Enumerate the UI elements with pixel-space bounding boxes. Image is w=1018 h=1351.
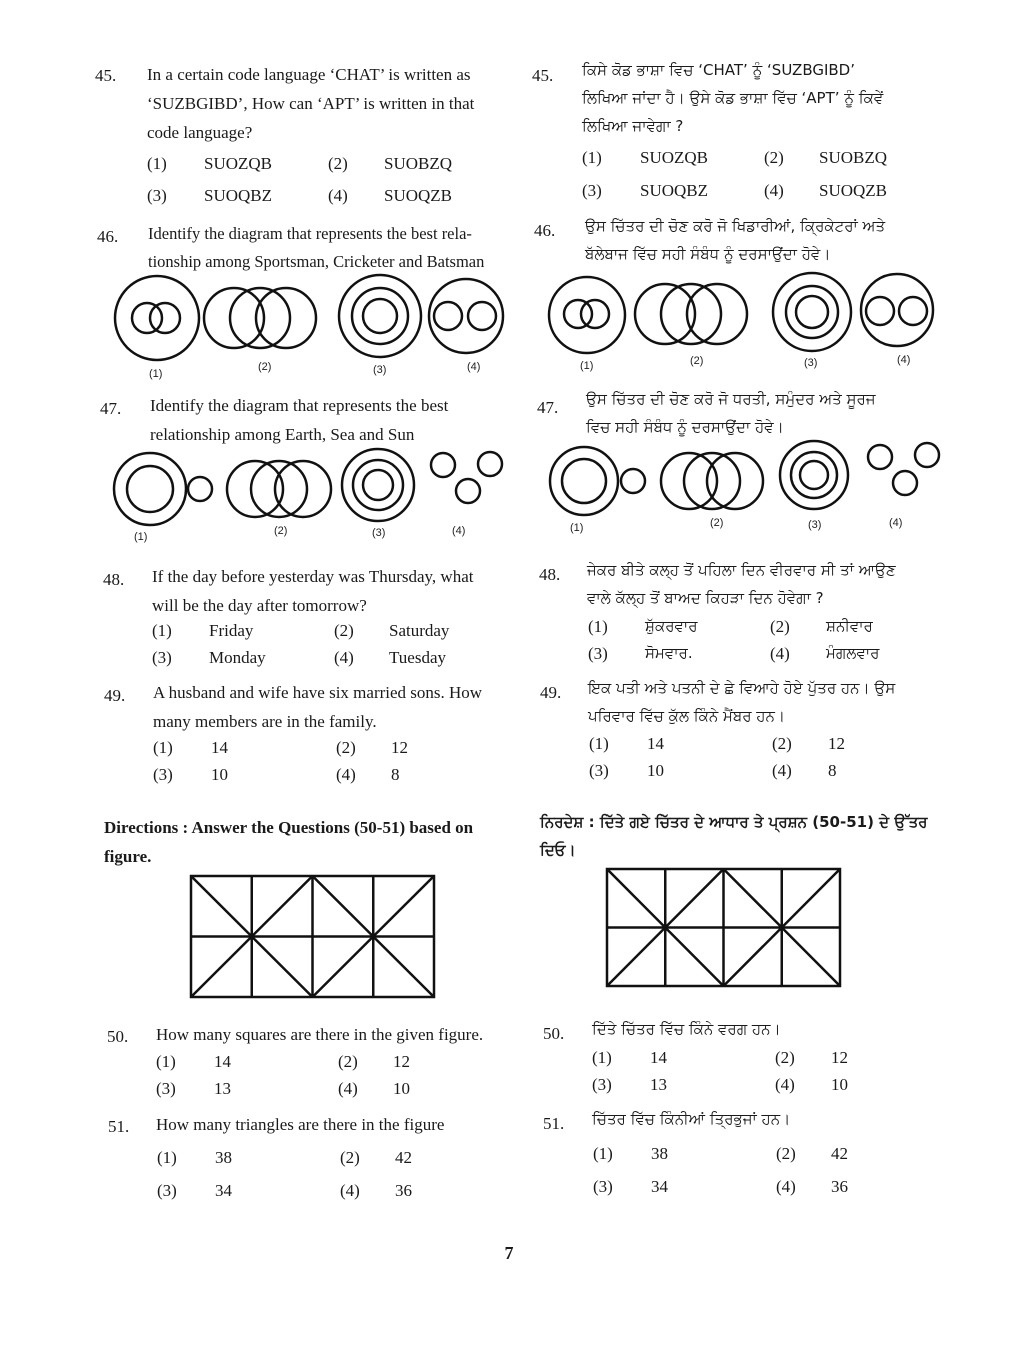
q50-option-1-label: (1) [156,1052,176,1071]
q47-diagram-4-pa [868,443,939,495]
q49-option-3: 10 [211,765,228,784]
q45-option-1: SUOZQB [204,154,273,173]
q48-option-2-label-pa: (2) [770,617,790,636]
directions-en: Directions : Answer the Questions (50-51) based on figure. [104,818,474,866]
q50-text: How many squares are there in the given figure. [156,1025,484,1044]
q47-diagram-label-2-pa: (2) [710,517,724,529]
q46-diagram-label-2: (2) [258,361,272,373]
q45-option-1-label: (1) [147,154,167,173]
q50-option-4-pa: 10 [831,1075,848,1094]
q49-option-3-label: (3) [153,765,173,784]
q51-option-3-pa: 34 [651,1177,668,1196]
q47-diagram-label-4-pa: (4) [889,517,903,529]
q45-number-pa: 45. [532,66,554,85]
q45-option-2: SUOBZQ [384,154,453,173]
grid-figure-pa [605,867,843,989]
q46-diagram-4-pa [861,274,933,346]
q46-diagram-label-2-pa: (2) [690,355,704,367]
q45-option-4-label-pa: (4) [764,181,784,200]
q51-option-2: 42 [395,1148,412,1167]
q49-option-1: 14 [211,738,228,757]
q45-option-3-pa: SUOQBZ [640,181,709,200]
q50-option-1: 14 [214,1052,231,1071]
q46-diagram-label-1-pa: (1) [580,360,594,372]
q51-option-4-label-pa: (4) [776,1177,796,1196]
q46-diagram-1-pa [549,277,625,353]
q51-option-2-label-pa: (2) [776,1144,796,1163]
q51-option-4: 36 [395,1181,412,1200]
q46-diagram-label-4: (4) [467,361,481,373]
q49-option-1-label: (1) [153,738,173,757]
q45-option-3: SUOQBZ [204,186,273,205]
q50-number: 50. [107,1027,129,1046]
q51-number: 51. [108,1117,130,1136]
page-number: 7 [504,1243,514,1263]
q47-diagram-1-pa [550,447,645,515]
q45-option-4-pa: SUOQZB [819,181,888,200]
q49-option-1-pa: 14 [647,734,664,753]
q49-number: 49. [104,686,126,705]
q49-option-4-label-pa: (4) [772,761,792,780]
directions-pa: ਨਿਰਦੇਸ਼ : ਦਿੱਤੇ ਗਏ ਚਿੱਤਰ ਦੇ ਆਧਾਰ ਤੇ ਪ੍ਰਸ਼ਨ (50-51) ਦੇ ਉੱਤਰ ਦਿਓ। [540,813,928,859]
q51-text: How many triangles are there in the figure [156,1115,445,1134]
q47-diagram-options [110,445,520,545]
q47-diagram-label-2: (2) [274,525,288,537]
q47-text-pa: ਉਸ ਚਿੱਤਰ ਦੀ ਚੋਣ ਕਰੋ ਜੋ ਧਰਤੀ, ਸਮੁੰਦਰ ਅਤੇ ਸੂਰਜ ਵਿਚ ਸਹੀ ਸੰਬੰਧ ਨੂੰ ਦਰਸਾਉਂਦਾ ਹੋਵੇ। [586,390,876,436]
q51-option-1-label-pa: (1) [593,1144,613,1163]
q46-diagram-label-3: (3) [373,364,387,376]
q46-diagram-2-pa [635,284,747,344]
q51-option-2-label: (2) [340,1148,360,1167]
q49-option-2: 12 [391,738,408,757]
q46-diagram-3-pa [773,273,851,351]
q51-option-3-label: (3) [157,1181,177,1200]
q47-diagram-2 [227,461,331,517]
q50-option-2-pa: 12 [831,1048,848,1067]
q49-option-3-pa: 10 [647,761,664,780]
q47-diagram-4 [431,452,502,503]
q47-diagram-label-3: (3) [372,527,386,539]
q49-number-pa: 49. [540,683,562,702]
q45-option-2-label: (2) [328,154,348,173]
q49-option-4: 8 [391,765,400,784]
q47-text: Identify the diagram that represents the best relationship among Earth, Sea and Sun [150,396,449,444]
q48-option-1-label-pa: (1) [588,617,608,636]
grid-figure-en [189,874,439,1000]
q49-option-2-label: (2) [336,738,356,757]
q48-number-pa: 48. [539,565,561,584]
q49-option-2-label-pa: (2) [772,734,792,753]
q48-text-pa: ਜੇਕਰ ਬੀਤੇ ਕਲ੍ਹ ਤੋਂ ਪਹਿਲਾ ਦਿਨ ਵੀਰਵਾਰ ਸੀ ਤਾਂ ਆਉਣ ਵਾਲੇ ਕੱਲ੍ਹ ਤੋਂ ਬਾਅਦ ਕਿਹੜਾ ਦਿਨ ਹੋਵੇਗਾ ? [587,561,896,607]
q50-option-3-pa: 13 [650,1075,667,1094]
q50-option-2-label-pa: (2) [775,1048,795,1067]
q45-option-1-pa: SUOZQB [640,148,709,167]
q51-option-2-pa: 42 [831,1144,848,1163]
q45-option-1-label-pa: (1) [582,148,602,167]
q46-text-pa: ਉਸ ਚਿੱਤਰ ਦੀ ਚੋਣ ਕਰੋ ਜੋ ਖਿਡਾਰੀਆਂ, ਕ੍ਰਿਕੇਟਰਾਂ ਅਤੇ ਬੱਲੇਬਾਜ ਵਿੱਚ ਸਹੀ ਸੰਬੰਧ ਨੂੰ ਦਰਸਾਉਂਦਾ ਹੋਵੇ। [585,217,886,263]
q48-option-1: Friday [209,621,254,640]
q45-option-3-label: (3) [147,186,167,205]
q47-number-pa: 47. [537,398,559,417]
q46-diagram-4 [429,279,503,353]
q51-option-3: 34 [215,1181,232,1200]
q46-diagram-options [110,270,520,380]
q46-diagram-1 [115,276,199,360]
q51-option-1: 38 [215,1148,232,1167]
q50-option-2-label: (2) [338,1052,358,1071]
q48-option-1-pa: ਸ਼ੁੱਕਰਵਾਰ [645,617,698,635]
q48-number: 48. [103,570,125,589]
q49-option-2-pa: 12 [828,734,845,753]
q45-option-2-label-pa: (2) [764,148,784,167]
q46-diagram-3 [339,275,421,357]
q50-option-4: 10 [393,1079,410,1098]
q49-text-pa: ਇਕ ਪਤੀ ਅਤੇ ਪਤਨੀ ਦੇ ਛੇ ਵਿਆਹੇ ਹੋਏ ਪੁੱਤਰ ਹਨ। ਉਸ ਪਰਿਵਾਰ ਵਿੱਚ ਕੁੱਲ ਕਿੰਨੇ ਮੈਂਬਰ ਹਨ। [588,679,896,725]
q46-text: Identify the diagram that represents the best rela- tionship among Sportsman, Cricketer and Batsman [148,224,485,271]
q50-option-3-label: (3) [156,1079,176,1098]
q48-option-4-label: (4) [334,648,354,667]
q46-diagram-label-1: (1) [149,368,163,380]
q47-diagram-2-pa [661,453,763,509]
q50-option-1-label-pa: (1) [592,1048,612,1067]
q45-number: 45. [95,66,117,85]
q51-text-pa: ਚਿੱਤਰ ਵਿੱਚ ਕਿੰਨੀਆਂ ਤ੍ਰਿਭੁਜਾਂ ਹਨ। [592,1110,791,1128]
q46-diagram-2 [204,288,316,348]
q45-text: In a certain code language ‘CHAT’ is written as ‘SUZBGIBD’, How can ‘APT’ is written in that code language? [147,65,475,142]
q48-option-3-pa: ਸੋਮਵਾਰ. [645,644,693,662]
q47-diagram-3-pa [780,441,848,509]
q50-option-4-label: (4) [338,1079,358,1098]
q50-option-1-pa: 14 [650,1048,667,1067]
q49-option-4-pa: 8 [828,761,837,780]
q47-diagram-label-4: (4) [452,525,466,537]
q48-option-4: Tuesday [389,648,446,667]
q50-option-4-label-pa: (4) [775,1075,795,1094]
q45-option-2-pa: SUOBZQ [819,148,888,167]
q48-option-2-label: (2) [334,621,354,640]
q45-option-3-label-pa: (3) [582,181,602,200]
q51-number-pa: 51. [543,1114,565,1133]
q47-diagram-3 [342,449,414,521]
q50-option-3: 13 [214,1079,231,1098]
q48-option-2-pa: ਸ਼ਨੀਵਾਰ [826,617,873,635]
q50-text-pa: ਦਿੱਤੇ ਚਿੱਤਰ ਵਿੱਚ ਕਿੰਨੇ ਵਰਗ ਹਨ। [592,1020,781,1038]
q48-option-4-pa: ਮੰਗਲਵਾਰ [826,644,880,662]
q48-option-3: Monday [209,648,266,667]
q46-number: 46. [97,227,119,246]
q47-number: 47. [100,399,122,418]
q49-option-3-label-pa: (3) [589,761,609,780]
q45-option-4: SUOQZB [384,186,453,205]
q49-option-1-label-pa: (1) [589,734,609,753]
q50-number-pa: 50. [543,1024,565,1043]
q46-number-pa: 46. [534,221,556,240]
q48-option-2: Saturday [389,621,450,640]
q45-option-4-label: (4) [328,186,348,205]
q45-text-pa: ਕਿਸੇ ਕੋਡ ਭਾਸ਼ਾ ਵਿਚ ‘CHAT’ ਨੂੰ ‘SUZBGIBD’ ਲਿਖਿਆ ਜਾਂਦਾ ਹੈ। ਉਸੇ ਕੋਡ ਭਾਸ਼ਾ ਵਿੱਚ ‘APT’ ਨੂੰ ਕਿਵੇਂ ਲਿਖਿਆ ਜਾਵੇਗਾ ? [582,61,884,135]
q46-diagram-label-3-pa: (3) [804,357,818,369]
q49-option-4-label: (4) [336,765,356,784]
q51-option-4-label: (4) [340,1181,360,1200]
q48-option-3-label-pa: (3) [588,644,608,663]
q48-option-1-label: (1) [152,621,172,640]
q48-option-3-label: (3) [152,648,172,667]
q47-diagram-options-pa [546,437,956,537]
q50-option-3-label-pa: (3) [592,1075,612,1094]
q47-diagram-label-3-pa: (3) [808,519,822,531]
q48-option-4-label-pa: (4) [770,644,790,663]
q50-option-2: 12 [393,1052,410,1071]
q51-option-3-label-pa: (3) [593,1177,613,1196]
q47-diagram-label-1: (1) [134,531,148,543]
q51-option-1-label: (1) [157,1148,177,1167]
q47-diagram-label-1-pa: (1) [570,522,584,534]
q49-text: A husband and wife have six married sons. How many members are in the family. [153,683,483,731]
q47-diagram-1 [114,453,212,525]
q46-diagram-label-4-pa: (4) [897,354,911,366]
q48-text: If the day before yesterday was Thursday, what will be the day after tomorrow? [152,567,474,615]
q46-diagram-options-pa [545,268,955,378]
q51-option-1-pa: 38 [651,1144,668,1163]
q51-option-4-pa: 36 [831,1177,848,1196]
